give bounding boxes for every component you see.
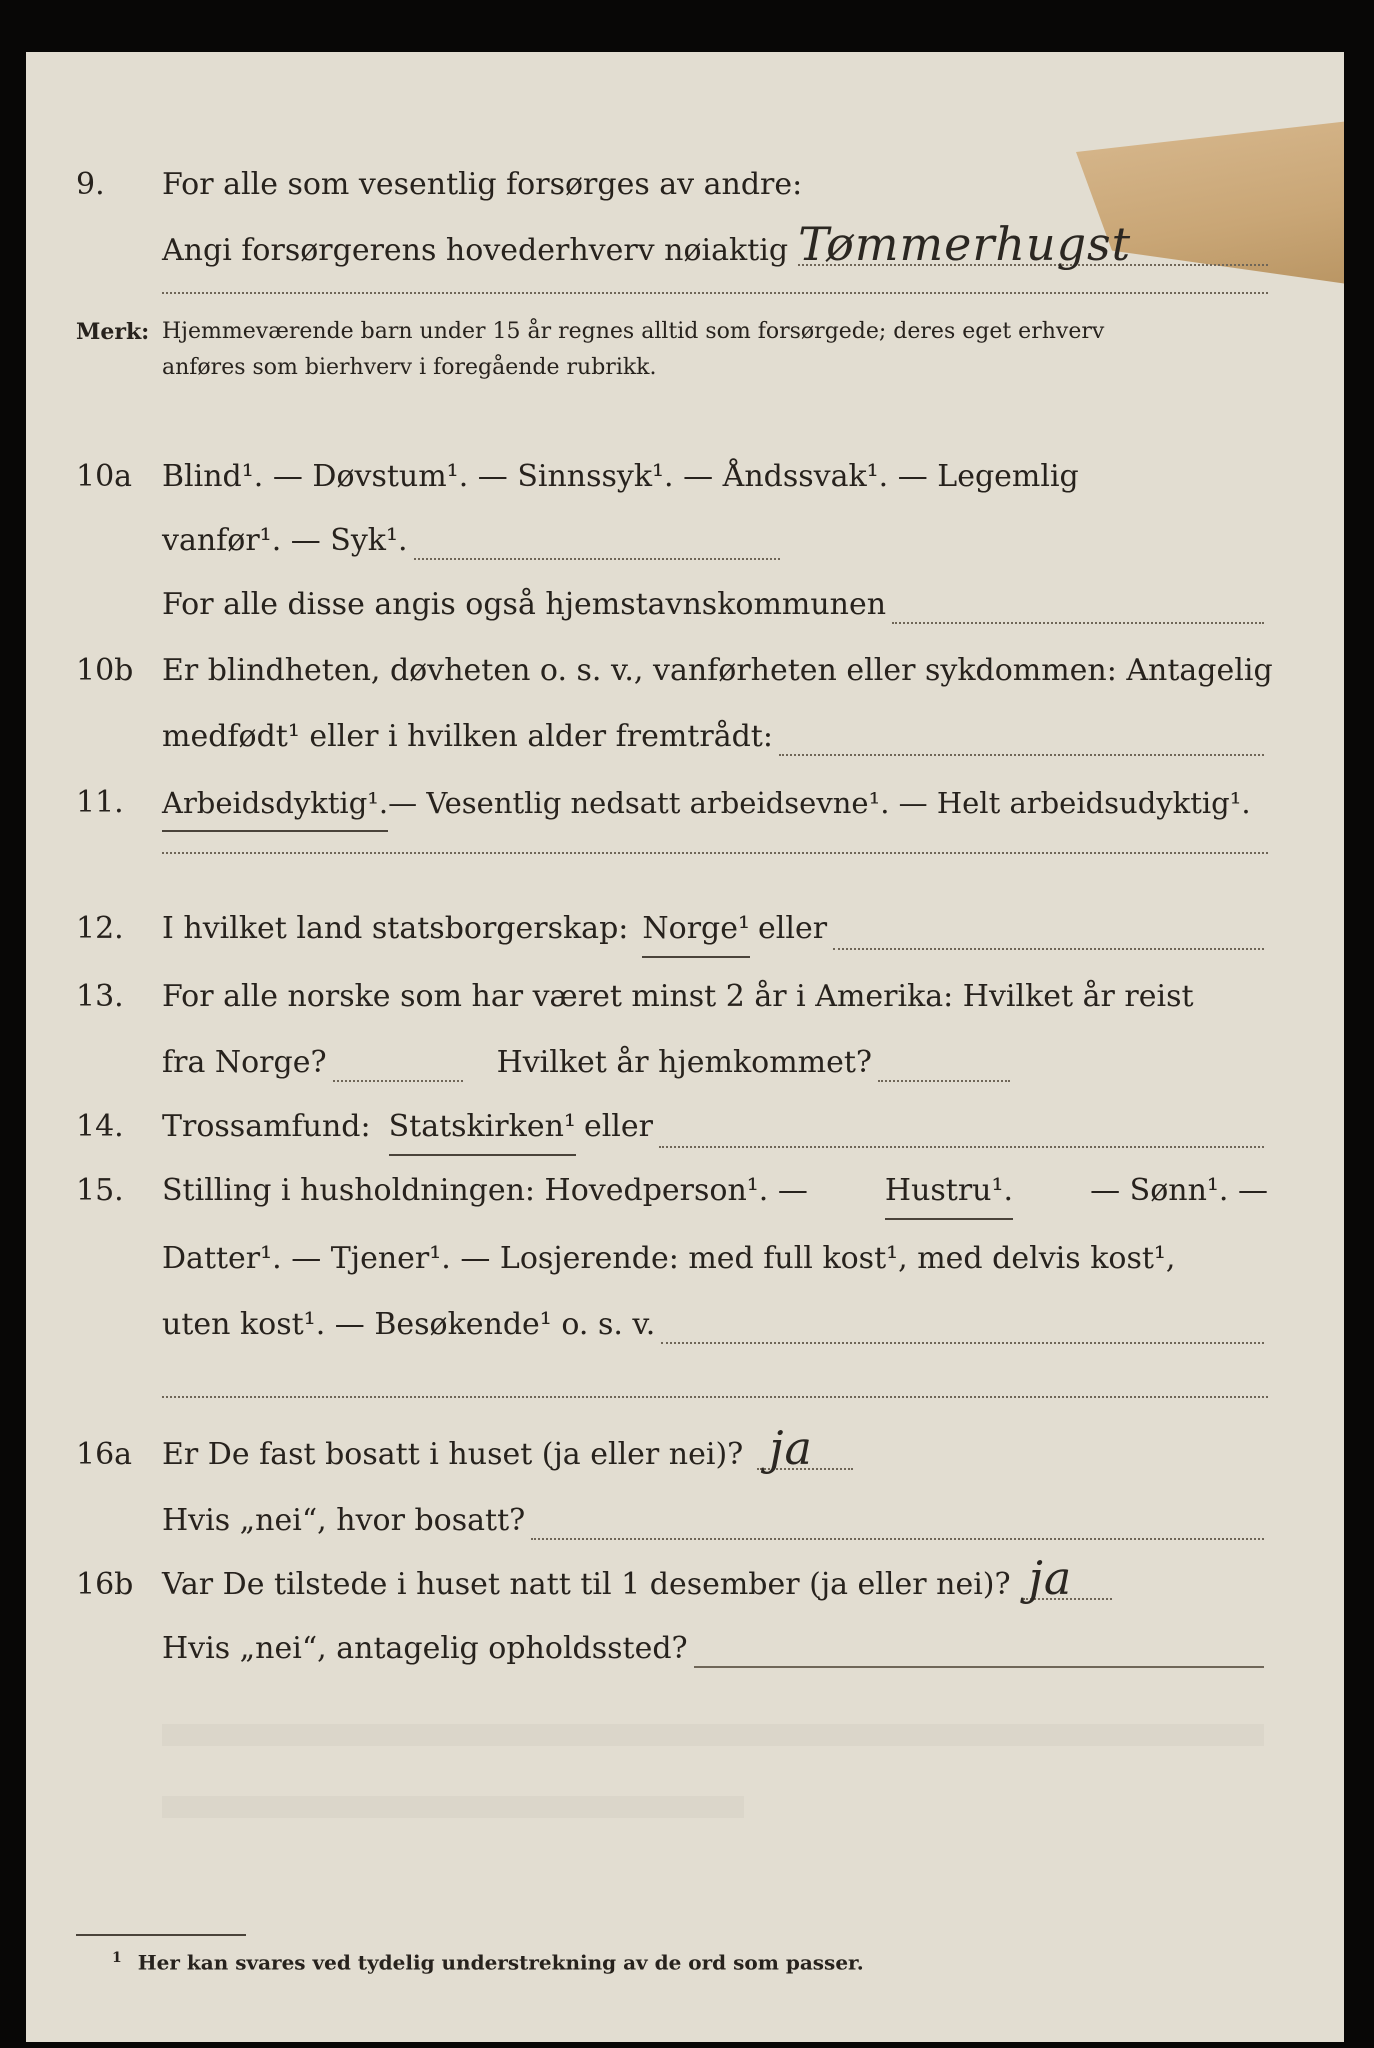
question-text: medfødt¹ eller i hvilken alder fremtrådt:	[162, 719, 773, 754]
question-number: 14.	[76, 1109, 124, 1144]
question-11	[26, 776, 1344, 830]
question-number: 9.	[76, 167, 105, 202]
question-15-line-2	[26, 1232, 1344, 1286]
blank-answer-line	[162, 292, 1268, 294]
question-text: Var De tilstede i huset natt til 1 desember (ja eller nei)?	[162, 1567, 1011, 1602]
note-text: anføres som bierhverv i foregående rubrikk.	[162, 355, 657, 380]
question-text: Blind¹. — Døvstum¹. — Sinnssyk¹. — Åndssvak¹. — Legemlig	[162, 459, 1079, 494]
question-text: — Vesentlig nedsatt arbeidsevne¹. — Helt arbeidsudyktig¹.	[388, 786, 1251, 820]
question-10b-line-2	[26, 710, 1344, 764]
question-text: Stilling i husholdningen: Hovedperson¹. —	[162, 1173, 808, 1208]
question-text: Angi forsørgerens hovederhverv nøiaktig	[162, 233, 789, 268]
question-10a-line-1	[26, 450, 1344, 504]
question-number: 10b	[76, 653, 134, 688]
question-text: Hvis „nei“, hvor bosatt?	[162, 1503, 526, 1538]
question-13-line-1	[26, 970, 1344, 1024]
blank-answer-line	[162, 852, 1268, 854]
underlined-option: Arbeidsdyktig¹.	[162, 776, 388, 832]
question-text: uten kost¹. — Besøkende¹ o. s. v.	[162, 1307, 656, 1342]
question-16b-line-2	[26, 1622, 1344, 1676]
bleed-through-text	[162, 1796, 744, 1818]
question-text: fra Norge?	[162, 1045, 327, 1080]
bleed-through-text	[162, 1724, 1264, 1746]
question-number: 16a	[76, 1437, 133, 1472]
handwritten-answer: ja	[1023, 1558, 1113, 1600]
question-9-line-2	[26, 217, 1344, 278]
question-number: 15.	[76, 1173, 124, 1208]
question-number: 12.	[76, 911, 124, 946]
underlined-option: Hustru¹.	[885, 1164, 1013, 1220]
question-text: eller	[583, 1109, 653, 1144]
question-text: I hvilket land statsborgerskap:	[162, 911, 629, 946]
underlined-option: Norge¹	[642, 902, 750, 958]
question-text: Hvis „nei“, antagelig opholdssted?	[162, 1631, 688, 1666]
note-merk	[76, 314, 1268, 386]
question-15-line-3	[26, 1298, 1344, 1352]
question-number: 16b	[76, 1567, 134, 1602]
question-text: Er De fast bosatt i huset (ja eller nei)?	[162, 1437, 744, 1472]
blank-answer-line	[162, 1396, 1268, 1398]
question-10b-line-1	[26, 644, 1344, 698]
footnote-marker: 1	[112, 1950, 122, 1966]
question-text: For alle disse angis også hjemstavnskommunen	[162, 587, 887, 622]
question-16a-line-2	[26, 1494, 1344, 1548]
note-label: Merk:	[76, 319, 150, 345]
question-15-line-1	[26, 1164, 1344, 1218]
question-13-line-2	[26, 1036, 1344, 1090]
footnote-text: Her kan svares ved tydelig understrekning av de ord som passer.	[137, 1950, 864, 1975]
footnote	[112, 1950, 864, 1975]
question-9-line-1	[26, 158, 1344, 212]
question-16a-line-1	[26, 1421, 1344, 1482]
handwritten-answer: ja	[757, 1428, 853, 1470]
question-text: Datter¹. — Tjener¹. — Losjerende: med full kost¹, med delvis kost¹,	[162, 1241, 1176, 1276]
question-number: 13.	[76, 979, 124, 1014]
question-10a-line-2	[26, 514, 1344, 568]
question-text: vanfør¹. — Syk¹.	[162, 523, 408, 558]
question-number: 11.	[76, 785, 124, 820]
question-number: 10a	[76, 459, 133, 494]
handwritten-answer: Tømmerhugst	[798, 224, 1268, 266]
question-text: eller	[758, 911, 828, 946]
question-text: Trossamfund:	[162, 1109, 371, 1144]
question-text: Er blindheten, døvheten o. s. v., vanførheten eller sykdommen: Antagelig	[162, 653, 1273, 688]
census-form-page	[26, 52, 1344, 2042]
question-10a-line-3	[26, 578, 1344, 632]
note-text: Hjemmeværende barn under 15 år regnes alltid som forsørgede; deres eget erhverv	[162, 319, 1105, 344]
question-14	[26, 1100, 1344, 1154]
footnote-rule	[76, 1934, 246, 1936]
question-text: Hvilket år hjemkommet?	[496, 1045, 873, 1080]
question-12	[26, 902, 1344, 956]
question-16b-line-1	[26, 1551, 1344, 1612]
question-text: — Sønn¹. —	[1090, 1173, 1268, 1208]
underlined-option: Statskirken¹	[389, 1100, 576, 1156]
question-text: For alle som vesentlig forsørges av andre:	[162, 167, 803, 202]
question-text: For alle norske som har været minst 2 år i Amerika: Hvilket år reist	[162, 979, 1194, 1014]
